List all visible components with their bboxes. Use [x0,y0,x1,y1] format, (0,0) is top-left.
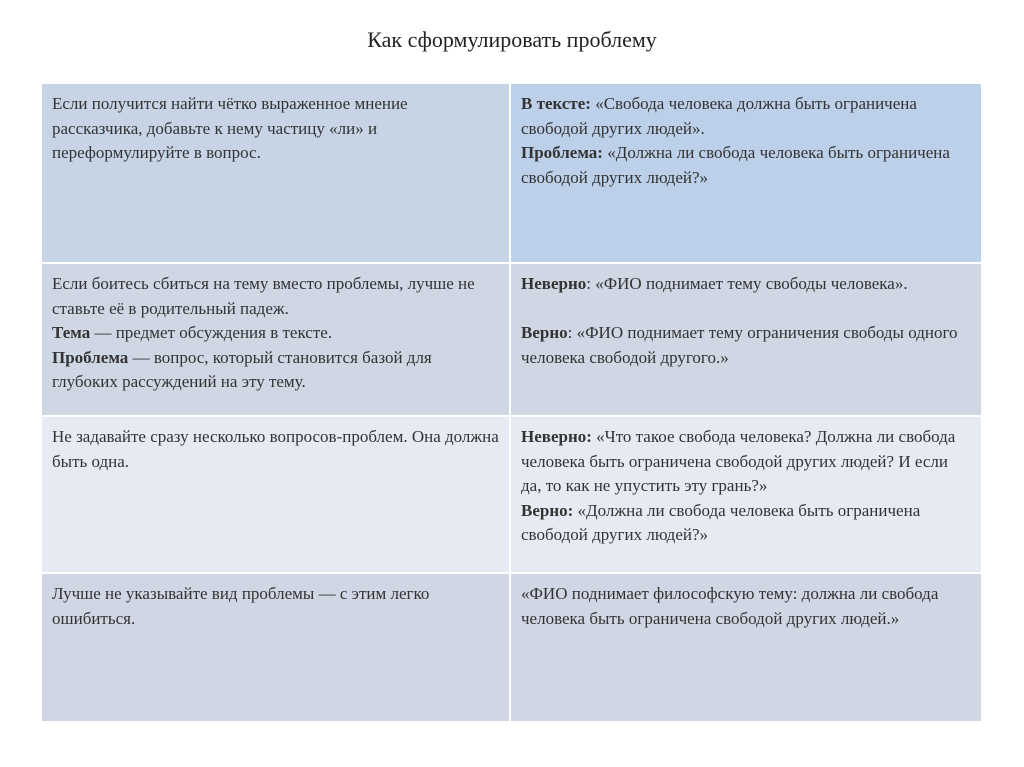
definition-text: — предмет обсуждения в тексте. [90,323,333,342]
example-line [521,141,971,190]
example-label: В тексте: [521,94,591,113]
table-cell-example-4 [511,574,981,723]
table-cell-rule-4 [42,574,511,723]
example-line [521,321,971,370]
rules-table [42,84,981,723]
example-text: «Что такое свобода человека? Должна ли свобода человека быть ограничена свободой других людей? И если да, то как не упустить эту грань?» [521,427,956,495]
spacer [521,297,971,322]
definition-line [52,346,499,395]
rule-text: Не задавайте сразу несколько вопросов-проблем. Она должна быть одна. [52,427,499,471]
table-cell-rule-3 [42,417,511,574]
rule-text: Лучше не указывайте вид проблемы — с этим легко ошибиться. [52,584,430,628]
example-line [521,499,971,548]
example-text: «ФИО поднимает философскую тему: должна ли свобода человека быть ограничена свободой других людей.» [521,584,939,628]
page-title: Как сформулировать проблему [367,27,657,52]
example-text: «Должна ли свобода человека быть ограничена свободой других людей?» [521,500,921,544]
definition-term: Проблема [52,347,129,367]
example-text: : «ФИО поднимает тему свободы человека». [586,274,908,293]
example-text: : «ФИО поднимает тему ограничения свободы одного человека свободой другого.» [521,323,958,367]
example-text: «Свобода человека должна быть ограничена свободой других людей». [521,94,917,138]
definition-line [52,321,499,346]
rule-text: Если боитесь сбиться на тему вместо проблемы, лучше не ставьте её в родительный падеж. [52,274,475,318]
example-label: Верно: [521,500,574,520]
rule-text: Если получится найти чётко выраженное мнение рассказчика, добавьте к нему частицу «ли» и переформулируйте в вопрос. [52,94,408,162]
table-cell-rule-2 [42,264,511,417]
example-label: Проблема: [521,143,603,162]
example-line [521,272,971,297]
example-line [521,425,971,499]
definition-term: Тема [52,323,91,342]
example-label: Неверно: [521,427,592,446]
definition-text: — вопрос, который становится базой для глубоких рассуждений на эту тему. [52,347,432,391]
table-cell-example-3 [511,417,981,574]
example-label: Верно [521,323,568,342]
example-line [521,92,971,141]
table-cell-rule-1 [42,84,511,264]
table-cell-example-2 [511,264,981,417]
table-cell-example-1 [511,84,981,264]
example-label: Неверно [521,274,587,293]
example-text: «Должна ли свобода человека быть ограничена свободой других людей?» [521,143,950,187]
